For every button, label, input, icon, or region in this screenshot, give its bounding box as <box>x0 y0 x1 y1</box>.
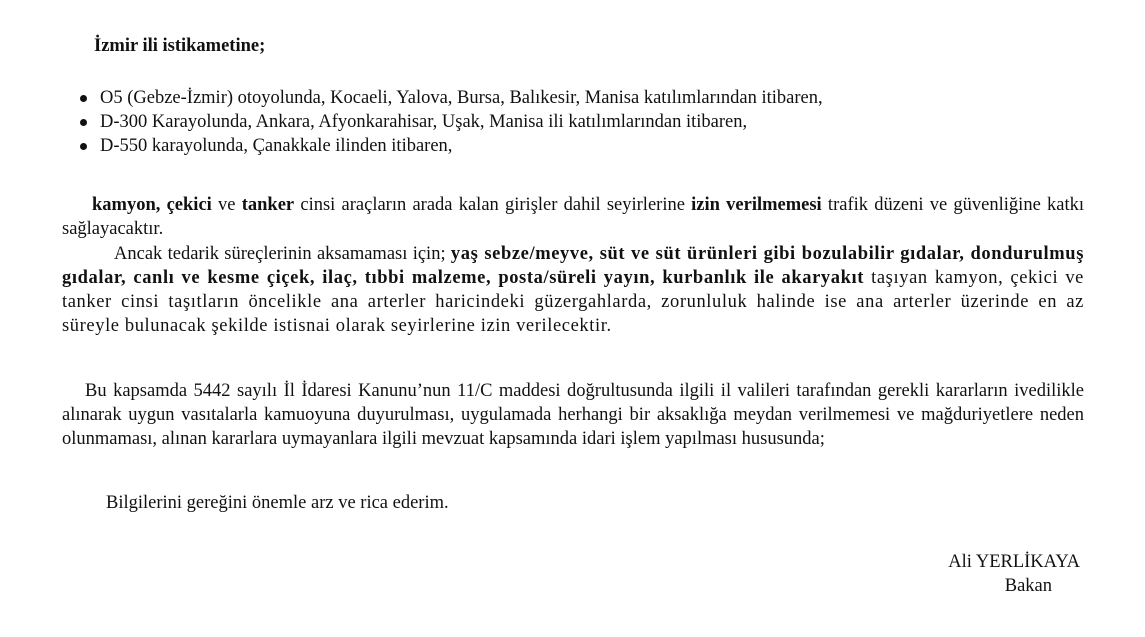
bullet-icon <box>80 119 87 126</box>
bullet-icon <box>80 95 87 102</box>
route-text: D-300 Karayolunda, Ankara, Afyonkarahisar, Uşak, Manisa ili katılımlarından itibaren, <box>100 112 748 132</box>
route-text: D-550 karayolunda, Çanakkale ilinden itibaren, <box>100 136 453 156</box>
exception-paragraph <box>62 242 1084 338</box>
paragraph-text: Ancak tedarik süreçlerinin aksamaması için; <box>114 244 451 264</box>
vehicle-type-bold: tanker <box>241 195 295 215</box>
route-text: O5 (Gebze-İzmir) otoyolunda, Kocaeli, Yalova, Bursa, Balıkesir, Manisa katılımlarından itibaren, <box>100 88 823 108</box>
exception-goods-bold: yaş sebze/meyve, süt ve süt ürünleri gibi bozulabilir gıdalar, dondurulmuş gıdalar, canlı ve kesme çiçek, ilaç, tıbbi malzeme, posta/süreli yayın, kurbanlık ile akaryakıt <box>62 244 1084 288</box>
document-heading: İzmir ili istikametine; <box>94 36 266 56</box>
route-list <box>78 86 823 158</box>
vehicle-type-bold: kamyon, çekici <box>92 195 212 215</box>
legal-basis-paragraph: Bu kapsamda 5442 sayılı İl İdaresi Kanunu’nun 11/C maddesi doğrultusunda ilgili il valileri tarafından gerekli kararların ivedilikle alınarak uygun vasıtalarla kamuoyuna duyurulması, uygulamada herhangi bir aksaklığa meydan verilmemesi ve mağduriyetlere neden olunmaması, alınan kararlara uymayanlara ilgili mevzuat kapsamında idari işlem yapılması hususunda; <box>62 381 1084 449</box>
signature-block <box>880 550 1080 598</box>
restriction-paragraph <box>62 193 1084 241</box>
paragraph-text: trafik düzeni ve güvenliğine katkı sağlayacaktır. <box>62 195 1084 239</box>
route-list-item <box>78 86 823 110</box>
closing-line: Bilgilerini gereğini önemle arz ve rica ederim. <box>106 493 449 513</box>
signatory-title: Bakan <box>1004 576 1052 596</box>
route-list-item <box>78 110 823 134</box>
paragraph-text: ve <box>211 195 242 215</box>
signatory-name: Ali YERLİKAYA <box>948 552 1080 572</box>
bullet-icon <box>80 143 87 150</box>
route-list-item <box>78 134 823 158</box>
paragraph-text: taşıyan kamyon, çekici ve tanker cinsi taşıtların öncelikle ana arterler haricindeki güzergahlarda, zorunluluk halinde ise ana arterler üzerinde en az süreyle bulunacak şekilde istisnai olarak seyirlerine izin verilecektir. <box>62 268 1084 336</box>
restriction-bold: izin verilmemesi <box>691 195 822 215</box>
paragraph-text: cinsi araçların arada kalan girişler dahil seyirlerine <box>294 195 692 215</box>
